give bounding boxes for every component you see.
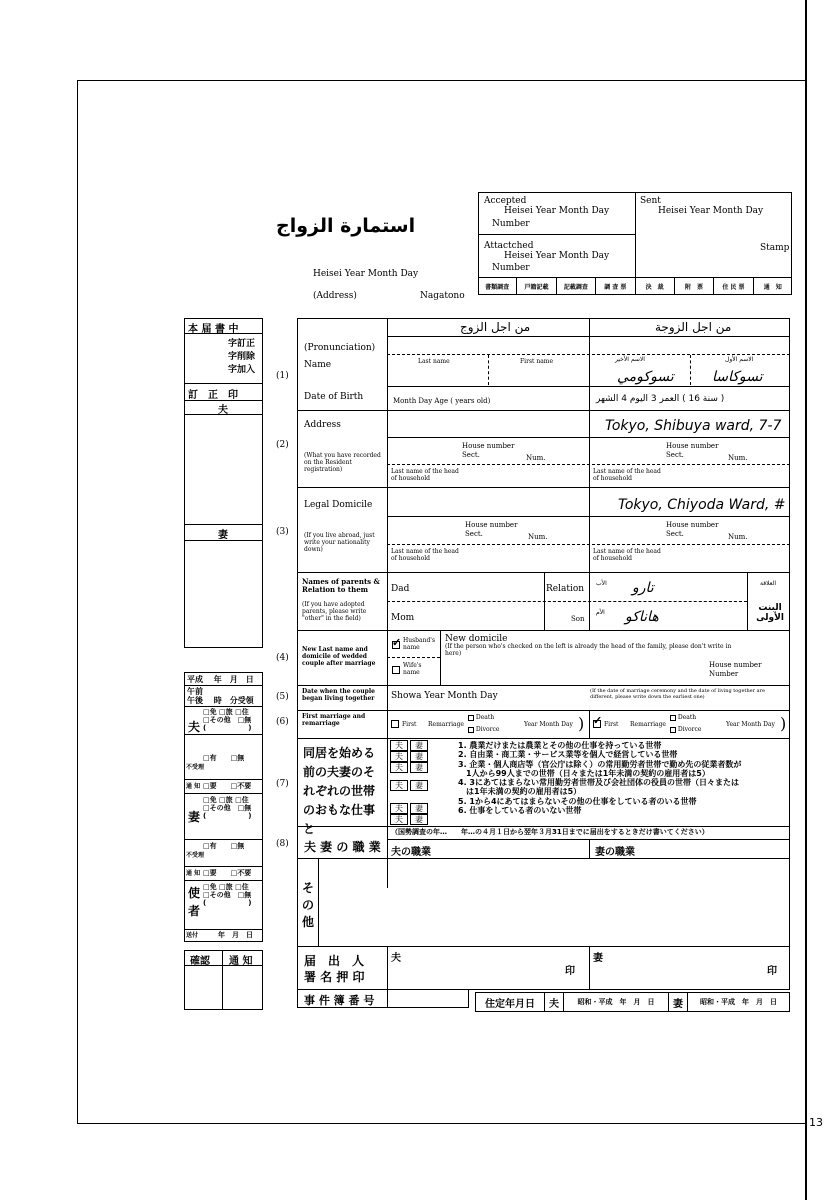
first-marriage-label: First marriage and remarriage	[302, 713, 366, 727]
hus-seal[interactable]: 印	[565, 966, 575, 977]
hus-tag[interactable]: 夫	[390, 751, 408, 762]
legal-domicile-label: Legal Domicile	[304, 500, 373, 510]
correction-list	[228, 338, 255, 377]
relation-value[interactable]: البنت الأولى	[756, 603, 784, 623]
row-num-5: (5)	[276, 692, 289, 702]
occupation-item: 6. 仕事をしている者のいない世帯	[458, 806, 582, 816]
wife-remarriage-label: Remarriage	[630, 721, 666, 728]
wife-legal-domicile-value[interactable]: Tokyo, Chiyoda Ward, #	[618, 497, 786, 513]
opt-line: □免 □旅 □住	[203, 708, 249, 716]
residence-label: 住定年月日	[476, 993, 545, 1011]
wife-ymd: Year Month Day	[726, 721, 775, 728]
residence-date-box	[475, 992, 790, 1012]
hus-tag[interactable]: 夫	[390, 740, 408, 751]
hus-death-cb[interactable]	[468, 714, 494, 721]
husband-name-label: Husband's name	[403, 637, 436, 651]
send-date: 年 月 日	[218, 931, 253, 939]
opt-line: ( )	[203, 812, 252, 820]
address-label: Address	[304, 420, 341, 430]
pronunciation-label: (Pronunciation)	[304, 343, 376, 353]
accepted-date: Heisei Year Month Day	[504, 206, 610, 216]
office-cell: 決 裁	[636, 278, 675, 295]
together-note: (If the date of marriage ceremony and the date of living together are different, please write down the earliest one)	[590, 688, 765, 700]
check-mark-icon: ✓	[392, 636, 402, 649]
row-num-3: (3)	[276, 527, 289, 537]
tsuchi-label: 通 知	[186, 783, 201, 790]
opt-line: □その他 □無	[203, 891, 252, 899]
parents-label: Names of parents & Relation to them	[302, 577, 380, 594]
hus-tag[interactable]: 夫	[390, 803, 408, 814]
wife-seal[interactable]: 印	[767, 966, 777, 977]
reception-date: 平成 年 月 日	[187, 675, 254, 684]
hus-house-number: House number	[462, 442, 515, 450]
hus-paren-close: )	[578, 714, 585, 733]
header-address: (Address)	[313, 291, 357, 301]
opt-line: ( )	[203, 899, 252, 907]
wife-column-header: من اجل الزوجة	[655, 320, 732, 334]
wife-head-label: Last name of the head of household	[593, 468, 661, 482]
occupation-left-label: 同居を始める前の夫妻のそれぞれの世帯のおもな仕事と	[303, 746, 376, 836]
applicant-label: 届 出 人 署 名 押 印	[304, 954, 365, 984]
together-label: Date when the couple began living together	[302, 688, 375, 702]
wife-tag[interactable]: 妻	[410, 740, 428, 751]
husband-column-header: من اجل الزوج	[460, 320, 531, 334]
legal-wife-house-number: House number	[666, 521, 719, 529]
occupation-item: 3. 企業・個人商店等（官公庁は除く）の常用勤労者世帯で勤め先の従業者数が	[458, 759, 742, 769]
opt-line: ( )	[203, 724, 252, 732]
occupation-item: は1年未満の契約の雇用者は5）	[458, 787, 582, 797]
hus-first-name-label: First name	[520, 358, 554, 365]
legal-domicile-note: (If you live abroad, just write your nationality down)	[304, 532, 375, 553]
new-domicile-note: (If the person who's checked on the left is already the head of the family, please don't write in here)	[445, 643, 732, 657]
teisei-label: 訂 正 印	[188, 390, 238, 401]
hus-divorce-label: Divorce	[475, 726, 500, 733]
left-wife-label: 妻	[218, 530, 228, 541]
legal-hus-sect: Sect.	[465, 530, 483, 538]
mom-label: Mom	[391, 613, 415, 623]
dad-label: Dad	[391, 584, 410, 594]
hus-remarriage-label: Remarriage	[428, 721, 464, 728]
accepted-number: Number	[492, 219, 530, 229]
wife-tag[interactable]: 妻	[410, 751, 428, 762]
hus-first-label: First	[402, 721, 417, 728]
row-num-4: (4)	[276, 653, 289, 663]
sig-hus-label: 夫	[391, 953, 401, 964]
opt-line: □免 □旅 □住	[203, 883, 249, 891]
wife-name-checkbox[interactable]	[392, 666, 400, 674]
header-city: Nagatono	[420, 291, 465, 301]
office-cell: 住 民 票	[714, 278, 753, 295]
form-title: استمارة الزواج	[276, 215, 416, 237]
attached-label: Attactched	[484, 241, 534, 251]
hus-job-label: 夫の職業	[391, 847, 431, 858]
office-cell: 書類調査	[478, 278, 517, 295]
messenger-label: 使 者	[188, 886, 201, 918]
row-num-2: (2)	[276, 440, 289, 450]
correction-item: 字加入	[228, 365, 256, 375]
occupation-item: 1人から99人までの世帯（日々または1年未満の契約の雇用者は5）	[458, 768, 710, 778]
hus-divorce-cb[interactable]	[468, 726, 499, 733]
wife-first-name-value[interactable]: تسوكاسا	[712, 369, 763, 385]
mother-name-value[interactable]: هاناكو	[625, 609, 659, 625]
left-hus-box-label: 夫	[188, 720, 201, 734]
mother-label: الأم	[596, 609, 605, 616]
office-cell: 戸籍記載	[517, 278, 556, 295]
left-husband-label: 夫	[218, 405, 228, 416]
new-last-name-label: New Last name and domicile of wedded couple after marriage	[302, 646, 376, 667]
opt-line: □その他 □無	[203, 804, 252, 812]
correction-item: 字削除	[228, 352, 256, 362]
name-label: Name	[304, 360, 332, 370]
census-note: （国勢調査の年… 年…の４月１日から翌年３月31日までに届出をするときだけ書いてください）	[391, 828, 709, 836]
office-cell: 記載調査	[557, 278, 596, 295]
legal-wife-num: Num.	[728, 533, 748, 541]
row-num-1: (1)	[276, 371, 289, 381]
occupation-tags-1	[390, 740, 430, 773]
residence-hus-label: 夫	[545, 993, 564, 1011]
wife-options	[203, 796, 251, 820]
header-date: Heisei Year Month Day	[313, 269, 419, 279]
wife-first-label: First	[604, 721, 619, 728]
together-date: Showa Year Month Day	[391, 691, 498, 701]
legal-wife-head: Last name of the head of household	[593, 548, 661, 562]
opt-line: □免 □旅 □住	[203, 796, 249, 804]
relation-label: Relation	[546, 584, 585, 594]
send-label: 送付	[186, 932, 199, 939]
attached-date: Heisei Year Month Day	[504, 251, 610, 261]
occupation-item: 1. 農業だけまたは農業とその他の仕事を持っている世帯	[458, 741, 662, 750]
office-cell: 調 査 票	[596, 278, 635, 295]
hus-ymd: Year Month Day	[524, 721, 573, 728]
fujuri-label-2: 不受理	[186, 852, 205, 859]
hus-options	[203, 708, 251, 732]
wife-tag[interactable]: 妻	[410, 762, 428, 773]
fujuri-label: 不受理	[186, 764, 205, 771]
occupation-tags-3	[390, 803, 430, 825]
relation-ar-label: العلاقة	[760, 580, 777, 587]
messenger-options	[203, 883, 251, 907]
wife-death-cb[interactable]	[670, 714, 696, 721]
wife-death-label: Death	[677, 714, 697, 721]
hus-sect: Sect.	[462, 451, 480, 459]
opt-line: □その他 □無	[203, 716, 252, 724]
wife-divorce-cb[interactable]	[670, 726, 701, 733]
hus-death-label: Death	[475, 714, 495, 721]
sig-wife-label: 妻	[593, 953, 603, 964]
residence-wife-date[interactable]: 昭和・平成 年 月 日	[700, 998, 777, 1006]
row-num-7: (7)	[276, 779, 289, 789]
occupation-item: 4. 3にあてはまらない常用勤労者世帯及び会社団体の役員の世帯（日々または	[458, 778, 739, 788]
other-label: その他	[302, 881, 315, 929]
dob-label: Date of Birth	[304, 392, 364, 402]
father-label: الأب	[596, 580, 607, 587]
left-wife-box-label: 妻	[188, 810, 201, 824]
son-label: Son	[571, 615, 585, 623]
occupation-list	[458, 741, 741, 815]
residence-wife-label: 妻	[669, 993, 688, 1011]
wife-num: Num.	[728, 454, 748, 462]
wife-sect: Sect.	[666, 451, 684, 459]
wife-tag[interactable]: 妻	[410, 780, 428, 791]
wife-house-number: House number	[666, 442, 719, 450]
father-name-value[interactable]: تارو	[632, 580, 654, 596]
office-cell: 附 票	[675, 278, 714, 295]
wife-paren-close: )	[780, 714, 787, 733]
hus-tag[interactable]: 夫	[390, 814, 408, 825]
wife-last-name-label: الاسم الأخير	[615, 356, 645, 363]
hus-tag[interactable]: 夫	[390, 780, 408, 791]
occupation-item: 5. 1から4にあてはまらないその他の仕事をしている者のいる世帯	[458, 796, 697, 806]
office-cells	[478, 278, 792, 295]
accepted-label: Accepted	[484, 196, 527, 206]
tsuchi2-label: 通 知	[229, 956, 253, 967]
attached-number: Number	[492, 263, 530, 273]
occupation-tags-2	[390, 780, 430, 791]
honseki-label: 本 届 書 中	[188, 324, 239, 335]
case-number-label: 事 件 簿 番 号	[304, 994, 375, 1007]
office-cell: 通 知	[763, 284, 782, 291]
yo-fuyo: □要 □不要	[203, 782, 252, 790]
row-num-6: (6)	[276, 717, 289, 727]
check-mark-icon: ✓	[593, 714, 603, 727]
stamp-label: Stamp	[760, 243, 790, 253]
address-note: (What you have recorded on the Resident registration)	[304, 452, 381, 473]
job-label: 夫 妻 の 職 業	[304, 840, 381, 854]
hus-num: Num.	[526, 454, 546, 462]
wife-first-name-label: الاسم الأول	[725, 356, 754, 363]
hus-head-label: Last name of the head of household	[391, 468, 459, 482]
wife-tag[interactable]: 妻	[410, 814, 428, 825]
legal-wife-sect: Sect.	[666, 530, 684, 538]
wife-divorce-label: Divorce	[677, 726, 702, 733]
hus-last-name-label: Last name	[418, 358, 450, 365]
legal-hus-house-number: House number	[465, 521, 518, 529]
wife-job-label: 妻の職業	[595, 847, 635, 858]
reception-time: 午前 午後 時 分受領	[187, 687, 254, 705]
ari-nashi-2: □有 □無	[203, 842, 245, 850]
parents-note: (If you have adopted parents, please write "other" in the field)	[302, 601, 367, 622]
wife-last-name-value[interactable]: تسوكومي	[617, 369, 674, 385]
wife-address-value[interactable]: Tokyo, Shibuya ward, 7-7	[605, 418, 782, 434]
legal-hus-head: Last name of the head of household	[391, 548, 459, 562]
residence-hus-date[interactable]: 昭和・平成 年 月 日	[564, 993, 669, 1011]
wife-name-label: Wife's name	[403, 662, 422, 676]
tsuchi-label-2: 通 知	[186, 870, 201, 877]
legal-hus-num: Num.	[528, 533, 548, 541]
hus-tag[interactable]: 夫	[390, 762, 408, 773]
wife-tag[interactable]: 妻	[410, 803, 428, 814]
kakunin-label: 確認	[190, 956, 210, 967]
occupation-item: 2. 自由業・商工業・サービス業等を個人で経営している世帯	[458, 750, 678, 760]
hus-first-checkbox[interactable]	[391, 720, 399, 728]
new-domicile-label: New domicile	[445, 634, 508, 644]
sent-date: Heisei Year Month Day	[658, 206, 764, 216]
row-num-8: (8)	[276, 839, 289, 849]
wife-dob-value[interactable]: ( سنة 16 ) العمر 3 اليوم 4 الشهر	[596, 394, 725, 404]
yo-fuyo-2: □要 □不要	[203, 869, 252, 877]
sent-label: Sent	[640, 196, 661, 206]
new-house-number: House number	[709, 661, 762, 669]
ari-nashi: □有 □無	[203, 754, 245, 762]
new-number: Number	[709, 670, 739, 678]
correction-item: 字訂正	[228, 339, 256, 349]
page-number: 13	[809, 1116, 823, 1129]
hus-dob-fields: Month Day Age ( years old)	[393, 397, 491, 405]
